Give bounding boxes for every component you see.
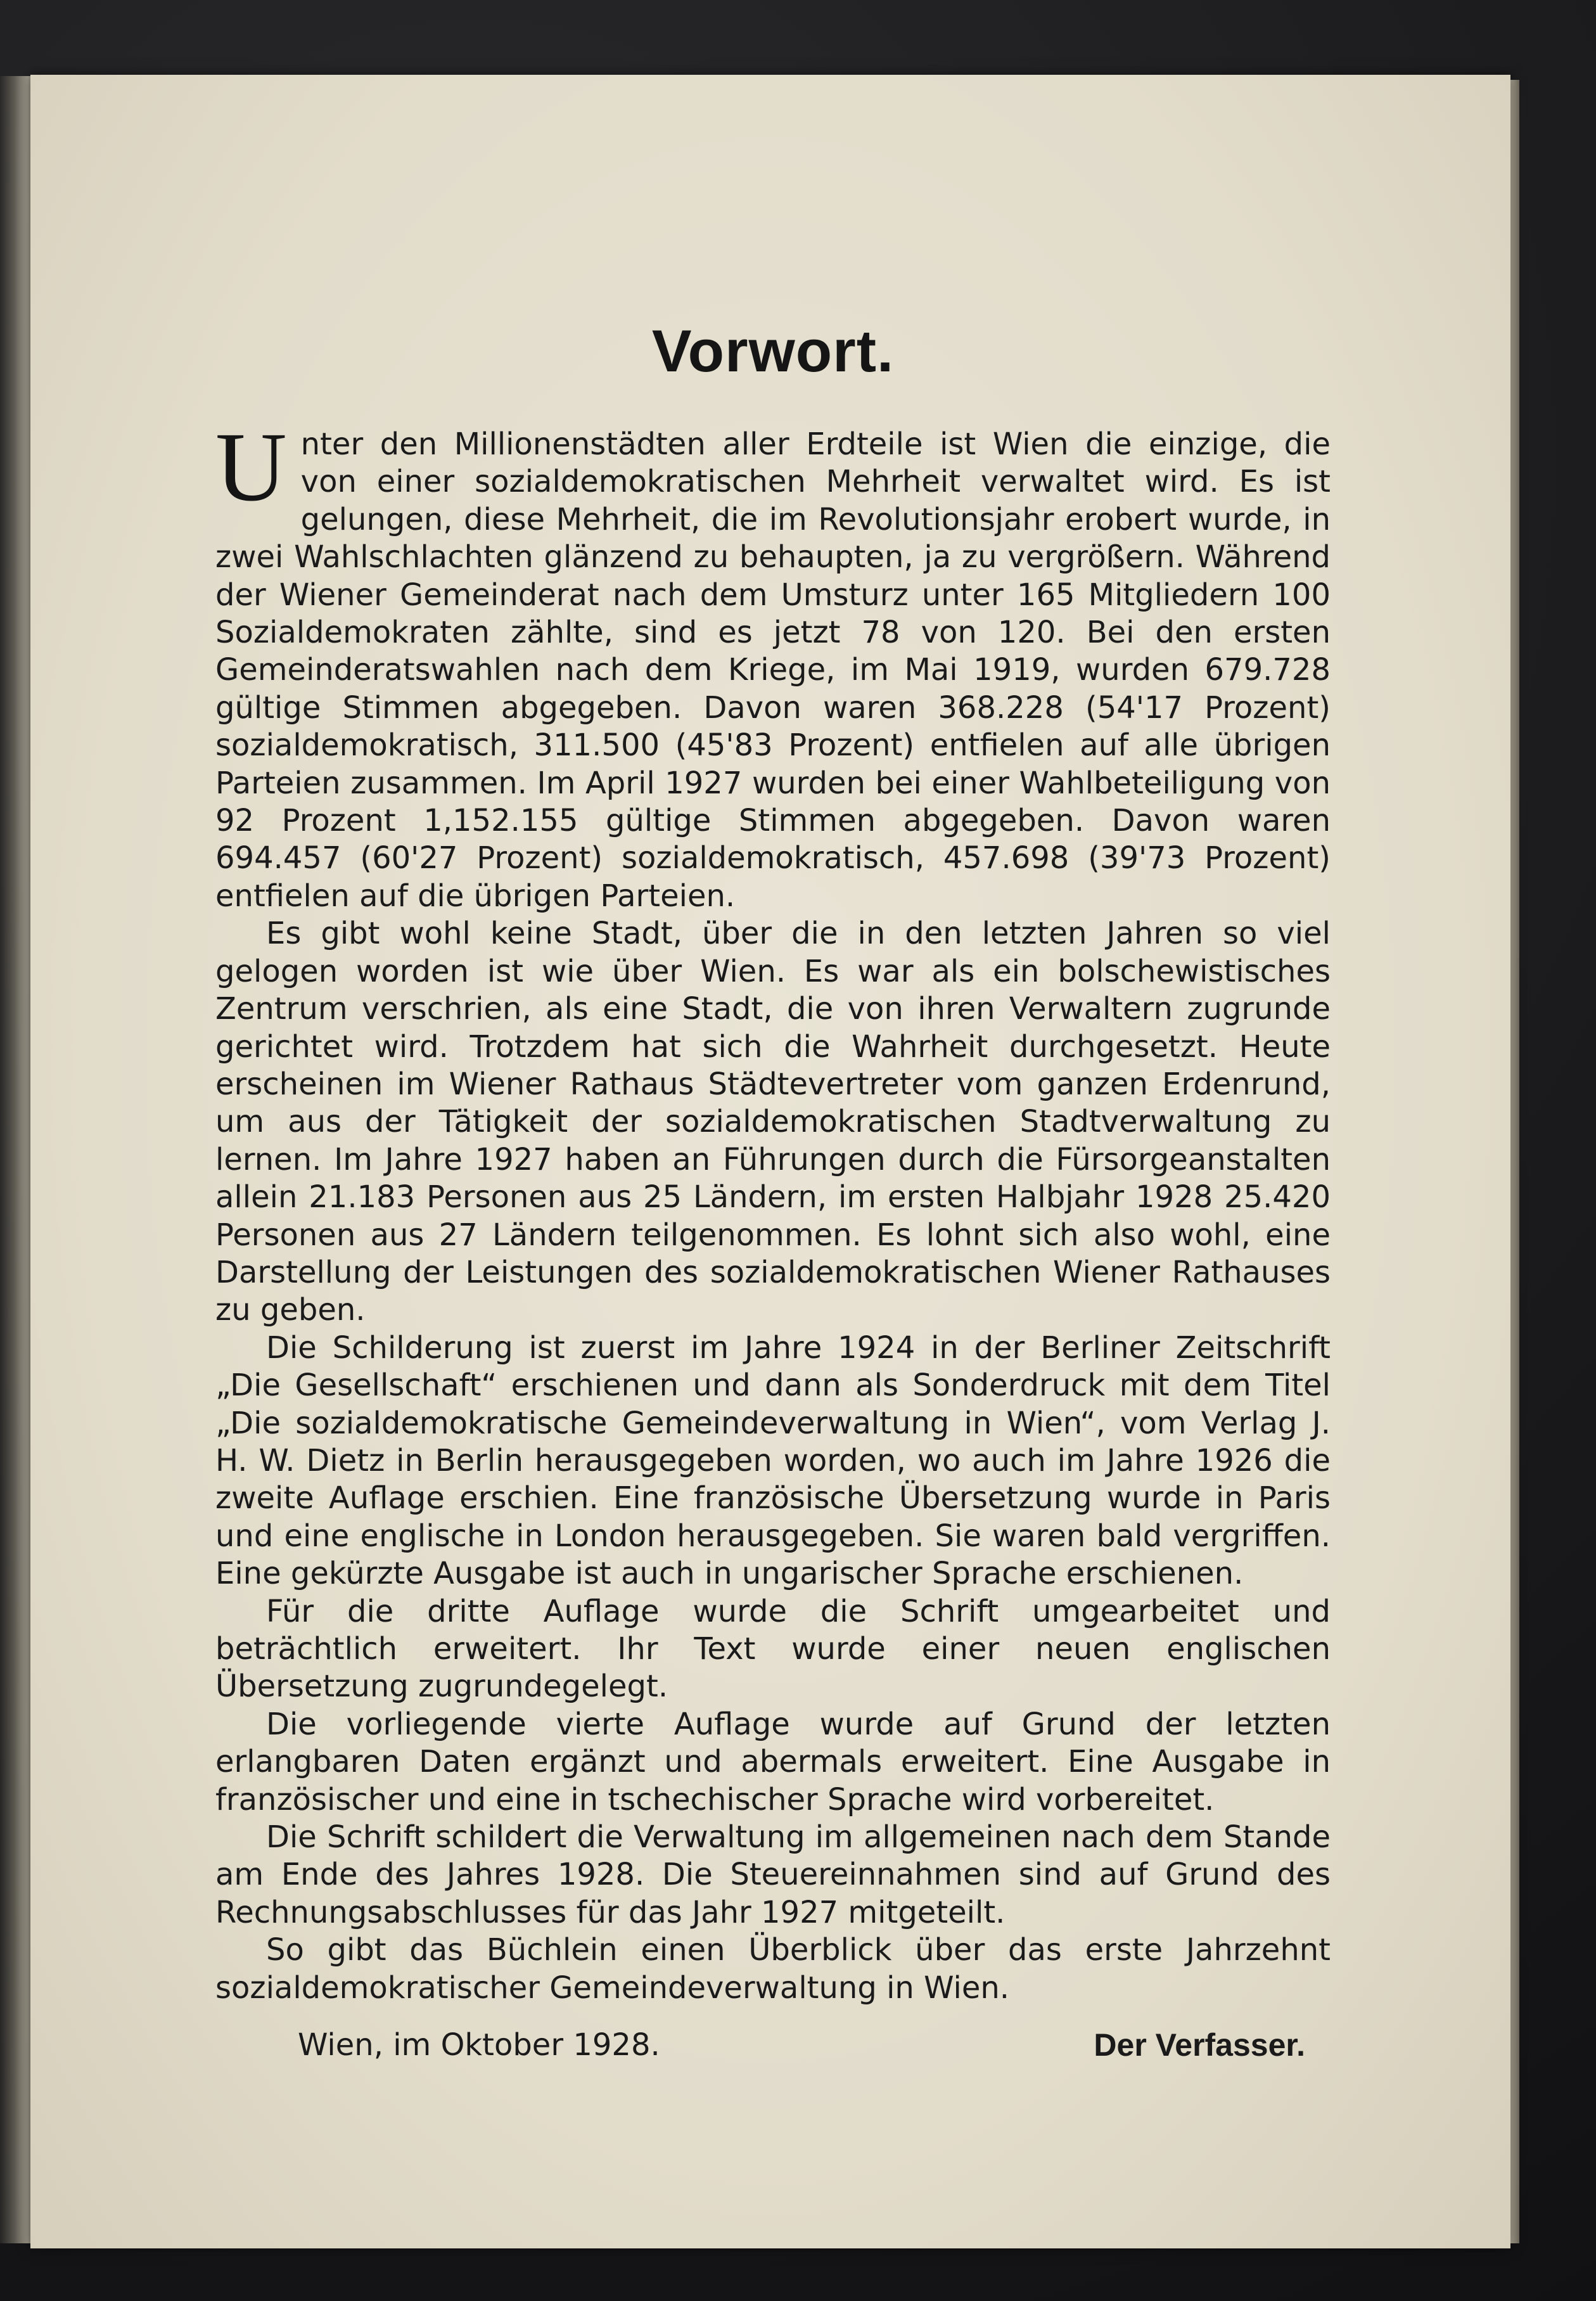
paragraph-1: [215, 412, 1331, 915]
place-date: Wien, im Oktober 1928.: [298, 2027, 660, 2063]
paragraph-1-text: nter den Millionenstädten aller Erdteile ist Wien die einzige, die von einer sozialdemokratischen Mehrheit verwaltet wird. Es ist gelungen, diese Mehrheit, die im Revolutionsjahr erobert wurde, in zwei Wahlschlachten glänzend zu behaupten, ja zu vergrößern. Während der Wiener Gemeinderat nach dem Umsturz unter 165 Mitgliedern 100 Sozialdemokraten zählte, sind es jetzt 78 von 120. Bei den ersten Gemeinderatswahlen nach dem Kriege, im Mai 1919, wurden 679.728 gültige Stimmen abgegeben. Davon waren 368.228 (54'17 Prozent) sozialdemokratisch, 311.500 (45'83 Prozent) entfielen auf alle übrigen Parteien zusammen. Im April 1927 wurden bei einer Wahlbeteiligung von 92 Prozent 1,152.155 gültige Stimmen abgegeben. Davon waren 694.457 (60'27 Prozent) sozialdemokratisch, 457.698 (39'73 Prozent) entfielen auf die übrigen Parteien.: [215, 426, 1331, 914]
drop-cap: U: [215, 412, 287, 522]
page-content: [215, 317, 1331, 2064]
closing-line: [215, 2026, 1331, 2064]
paragraph-6: Die Schrift schildert die Verwaltung im allgemeinen nach dem Stande am Ende des Jahres 1928. Die Steuereinnahmen sind auf Grund des Rechnungsabschlusses für das Jahr 1927 mitgeteilt.: [215, 1819, 1331, 1930]
paragraph-4: Für die dritte Auflage wurde die Schrift umgearbeitet und beträchtlich erweitert. Ihr Text wurde einer neuen englischen Übersetzung zugrundegelegt.: [215, 1593, 1331, 1705]
paragraph-5: Die vorliegende vierte Auflage wurde auf Grund der letzten erlangbaren Daten ergänzt und abermals erweitert. Eine Ausgabe in französischer und eine in tschechischer Sprache wird vorbereitet.: [215, 1706, 1331, 1817]
paragraph-2: Es gibt wohl keine Stadt, über die in den letzten Jahren so viel gelogen worden ist wie über Wien. Es war als ein bolschewistisches Zentrum verschrien, als eine Stadt, die von ihren Verwaltern zugrunde gerichtet wird. Trotzdem hat sich die Wahrheit durchgesetzt. Heute erscheinen im Wiener Rathaus Städtevertreter vom ganzen Erdenrund, um aus der Tätigkeit der sozialdemokratischen Stadtverwaltung zu lernen. Im Jahre 1927 haben an Führungen durch die Fürsorgeanstalten allein 21.183 Personen aus 25 Ländern, im ersten Halbjahr 1928 25.420 Personen aus 27 Ländern teilgenommen. Es lohnt sich also wohl, eine Darstellung der Leistungen des sozialdemokratischen Wiener Rathauses zu geben.: [215, 916, 1331, 1328]
page-edge: [1510, 80, 1519, 2243]
paragraph-7: So gibt das Büchlein einen Überblick über das erste Jahrzehnt sozialdemokratischer Gemeindeverwaltung in Wien.: [215, 1932, 1331, 2006]
page-title: Vorwort.: [651, 317, 895, 384]
signature: Der Verfasser.: [1094, 2027, 1305, 2063]
paragraph-3: Die Schilderung ist zuerst im Jahre 1924 in der Berliner Zeitschrift „Die Gesellschaft“ erschienen und dann als Sonderdruck mit dem Titel „Die sozialdemokratische Gemeindeverwaltung in Wien“, vom Verlag J. H. W. Dietz in Berlin herausgegeben worden, wo auch im Jahre 1926 die zweite Auflage erschien. Eine französische Übersetzung wurde in Paris und eine englische in London herausgegeben. Sie waren bald vergriffen. Eine gekürzte Ausgabe ist auch in ungarischer Sprache erschienen.: [215, 1330, 1331, 1592]
